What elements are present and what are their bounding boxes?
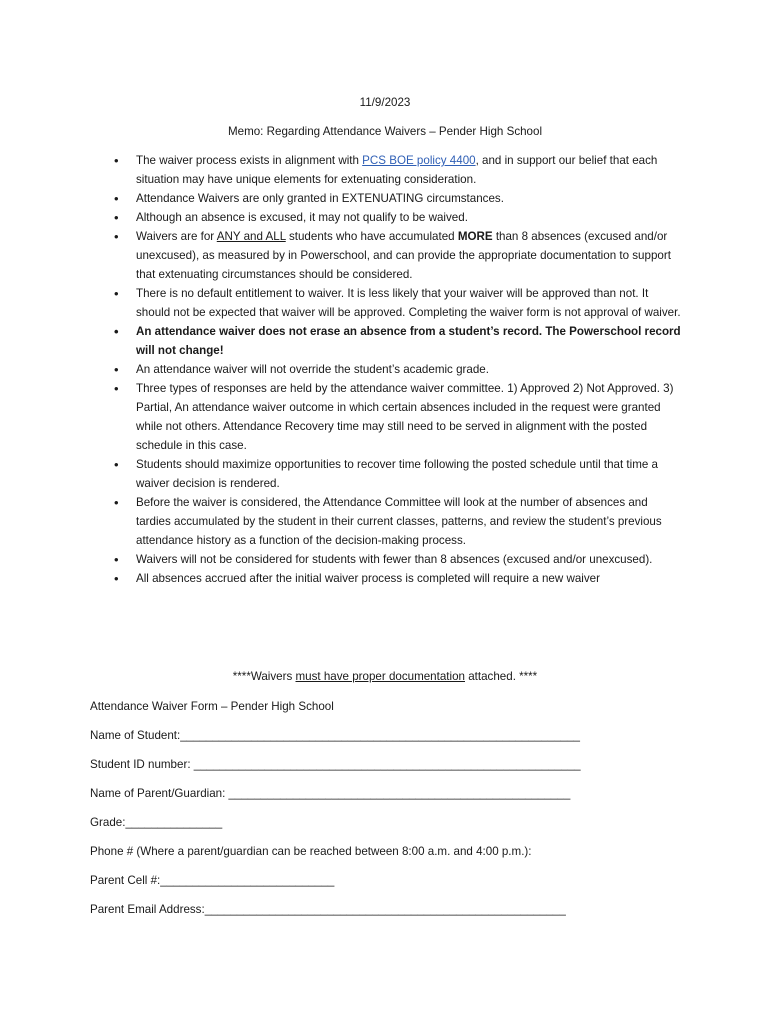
parent-name-field[interactable]: Name of Parent/Guardian: _____________________________________________________: [90, 787, 571, 800]
bullet-recover-time: • Students should maximize opportunities to recover time following the posted schedule until that time a waiver decision is rendered.: [0, 455, 770, 493]
bullet-record-unchanged: • An attendance waiver does not erase an absence from a student’s record. The Powerschool record will not change!: [0, 322, 770, 360]
bullet-committee-review: • Before the waiver is considered, the Attendance Committee will look at the number of absences and tardies accumulated by the student in their current classes, patterns, and review the student’s previous attendance history as a function of the decision-making process.: [0, 493, 770, 550]
memo-title: Memo: Regarding Attendance Waivers – Pender High School: [227, 125, 543, 138]
grade-field[interactable]: Grade:_______________: [90, 816, 223, 829]
bullet-academic-grade: • An attendance waiver will not override the student’s academic grade.: [0, 360, 770, 379]
student-id-field[interactable]: Student ID number: ____________________________________________________________: [90, 758, 581, 771]
memo-date: 11/9/2023: [359, 96, 411, 109]
bullet-excused-not-waived: • Although an absence is excused, it may not qualify to be waived.: [0, 208, 770, 227]
phone-instructions: Phone # (Where a parent/guardian can be reached between 8:00 a.m. and 4:00 p.m.):: [90, 845, 532, 858]
policy-bullet-list: [0, 151, 770, 588]
parent-email-field[interactable]: Parent Email Address:________________________________________________________: [90, 903, 566, 916]
bullet-policy-alignment: • The waiver process exists in alignment with PCS BOE policy 4400, and in support our belief that each situation may have unique elements for extenuating consideration.: [0, 151, 770, 189]
bullet-minimum-absences: • Waivers will not be considered for students with fewer than 8 absences (excused and/or unexcused).: [0, 550, 770, 569]
bullet-response-types: • Three types of responses are held by the attendance waiver committee. 1) Approved 2) Not Approved. 3) Partial, An attendance waiver outcome in which certain absences included in the request were granted while not others. Attendance Recovery time may still need to be served in alignment with the posted schedule in this case.: [0, 379, 770, 455]
parent-cell-field[interactable]: Parent Cell #:___________________________: [90, 874, 335, 887]
form-title: Attendance Waiver Form – Pender High School: [90, 700, 334, 713]
bullet-no-entitlement: • There is no default entitlement to waiver. It is less likely that your waiver will be approved than not. It should not be expected that waiver will be approved. Completing the waiver form is not approval of waiver.: [0, 284, 770, 322]
policy-4400-link[interactable]: PCS BOE policy 4400: [362, 154, 476, 167]
documentation-note: ****Waivers must have proper documentation attached. ****: [232, 670, 538, 683]
bullet-eligibility: • Waivers are for ANY and ALL students who have accumulated MORE than 8 absences (excused and/or unexcused), as measured by in Powerschool, and can provide the appropriate documentation to support that extenuating circumstances should be considered.: [0, 227, 770, 284]
bullet-extenuating: • Attendance Waivers are only granted in EXTENUATING circumstances.: [0, 189, 770, 208]
bullet-new-waiver: • All absences accrued after the initial waiver process is completed will require a new waiver: [0, 569, 770, 588]
student-name-field[interactable]: Name of Student:______________________________________________________________: [90, 729, 580, 742]
